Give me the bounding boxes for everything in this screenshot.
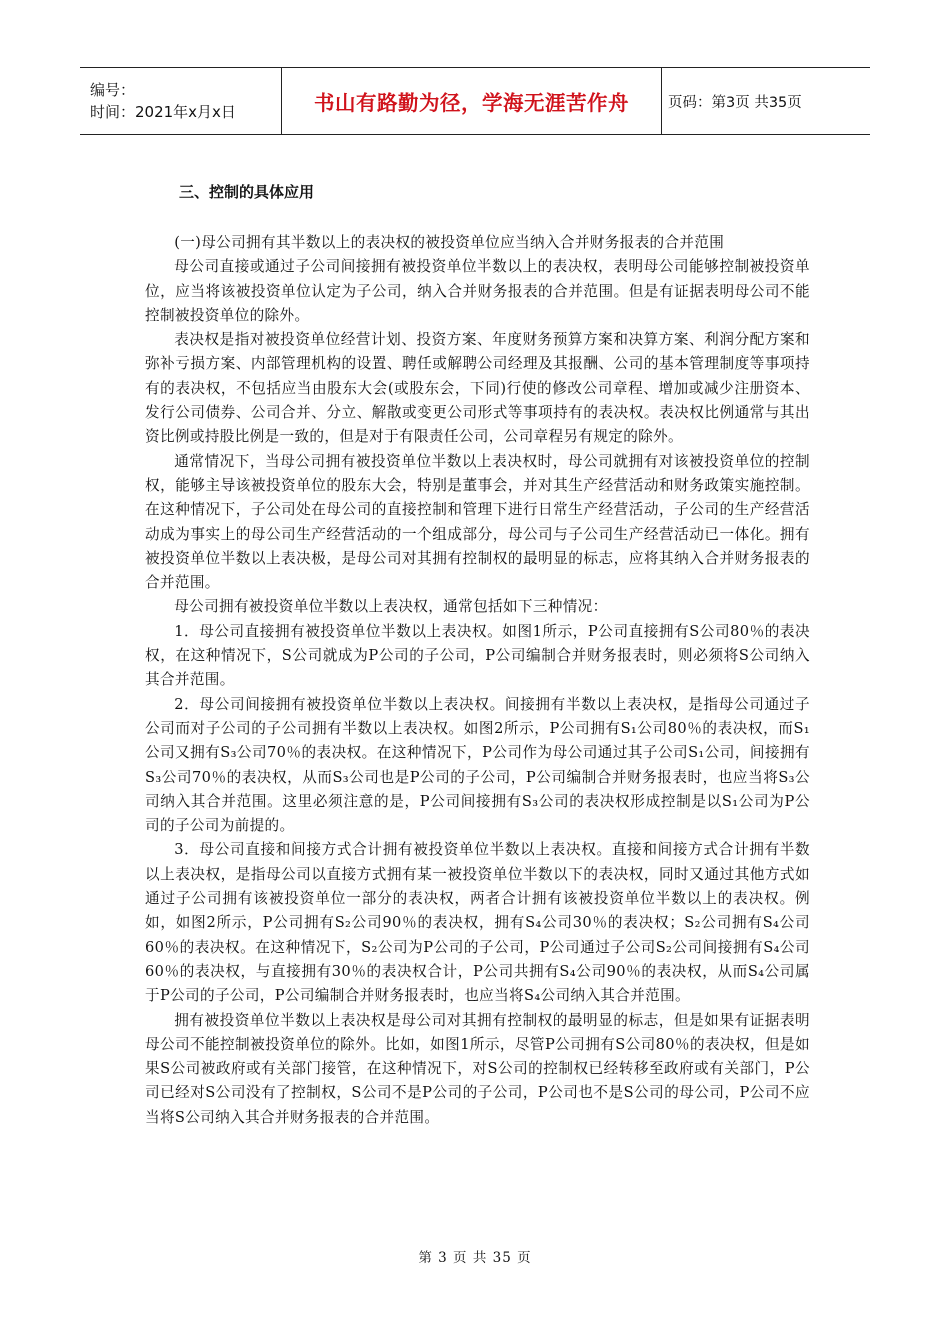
paragraph-case-3: 3．母公司直接和间接方式合计拥有被投资单位半数以上表决权。直接和间接方式合计拥有半数以上表决权，是指母公司以直接方式拥有某一被投资单位半数以下的表决权，同时又通过其他方式如通过子公司拥有该被投资单位一部分的表决权，两者合计拥有该被投资单位半数以上的表决权。例如，如图2所示，P公司拥有S₂公司90％的表决权，拥有S₄公司30％的表决权；S₂公司拥有S₄公司60％的表决权。在这种情况下，S₂公司为P公司的子公司，P公司通过子公司S₂公司间接拥有S₄公司60％的表决权，与直接拥有30％的表决权合计，P公司共拥有S₄公司90％的表决权，从而S₄公司属于P公司的子公司，P公司编制合并财务报表时，也应当将S₄公司纳入其合并范围。 — [145, 841, 810, 1005]
header-page-info: 页码：第3页 共35页 — [668, 94, 802, 111]
page-header — [80, 67, 870, 135]
section-title: 三、控制的具体应用 — [179, 183, 315, 201]
paragraph-case-2: 2．母公司间接拥有被投资单位半数以上表决权。间接拥有半数以上表决权，是指母公司通过子公司而对子公司的子公司拥有半数以上表决权。如图2所示，P公司拥有S₁公司80％的表决权，而S₁公司又拥有S₃公司70％的表决权。在这种情况下，P公司作为母公司通过其子公司S₁公司，间接拥有S₃公司70％的表决权，从而S₃公司也是P公司的子公司，P公司编制合并财务报表时，也应当将S₃公司纳入其合并范围。这里必须注意的是，P公司间接拥有S₃公司的表决权形成控制是以S₁公司为P公司的子公司为前提的。 — [145, 695, 810, 835]
paragraph: 母公司拥有被投资单位半数以上表决权，通常包括如下三种情况： — [174, 598, 608, 616]
header-motto-cell — [282, 68, 662, 134]
header-motto: 书山有路勤为径，学海无涯苦作舟 — [314, 91, 629, 115]
paragraph-case-1: 1．母公司直接拥有被投资单位半数以上表决权。如图1所示，P公司直接拥有S公司80％的表决权，在这种情况下，S公司就成为P公司的子公司，P公司编制合并财务报表时，则必须将S公司纳入其合并范围。 — [145, 622, 810, 689]
header-page-info-cell — [662, 68, 870, 134]
page-footer: 第 3 页 共 35 页 — [418, 1250, 532, 1266]
paragraph: 表决权是指对被投资单位经营计划、投资方案、年度财务预算方案和决算方案、利润分配方案和弥补亏损方案、内部管理机构的设置、聘任或解聘公司经理及其报酬、公司的基本管理制度等事项持有的表决权，不包括应当由股东大会(或股东会，下同)行使的修改公司章程、增加或减少注册资本、发行公司债券、公司合并、分立、解散或变更公司形式等事项持有的表决权。表决权比例通常与其出资比例或持股比例是一致的，但是对于有限责任公司，公司章程另有规定的除外。 — [145, 331, 810, 446]
header-meta — [80, 68, 282, 134]
paragraph-subheading: (一)母公司拥有其半数以上的表决权的被投资单位应当纳入合并财务报表的合并范围 — [174, 234, 725, 251]
document-body — [145, 180, 810, 1130]
document-number-label: 编号： — [90, 81, 136, 99]
paragraph: 母公司直接或通过子公司间接拥有被投资单位半数以上的表决权，表明母公司能够控制被投资单位，应当将该被投资单位认定为子公司，纳入合并财务报表的合并范围。但是有证据表明母公司不能控制被投资单位的除外。 — [145, 258, 810, 324]
document-time-label: 时间：2021年x月x日 — [90, 103, 236, 121]
paragraph: 通常情况下，当母公司拥有被投资单位半数以上表决权时，母公司就拥有对该被投资单位的控制权，能够主导该被投资单位的股东大会，特别是董事会，并对其生产经营活动和财务政策实施控制。在这种情况下，子公司处在母公司的直接控制和管理下进行日常生产经营活动，子公司的生产经营活动成为事实上的母公司生产经营活动的一个组成部分，母公司与子公司生产经营活动已一体化。拥有被投资单位半数以上表决极，是母公司对其拥有控制权的最明显的标志，应将其纳入合并财务报表的合并范围。 — [145, 452, 810, 592]
paragraph: 拥有被投资单位半数以上表决权是母公司对其拥有控制权的最明显的标志，但是如果有证据表明母公司不能控制被投资单位的除外。比如，如图1所示，尽管P公司拥有S公司80％的表决权，但是如果S公司被政府或有关部门接管，在这种情况下，对S公司的控制权已经转移至政府或有关部门，P公司已经对S公司没有了控制权，S公司不是P公司的子公司，P公司也不是S公司的母公司，P公司不应当将S公司纳入其合并财务报表的合并范围。 — [145, 1011, 810, 1126]
